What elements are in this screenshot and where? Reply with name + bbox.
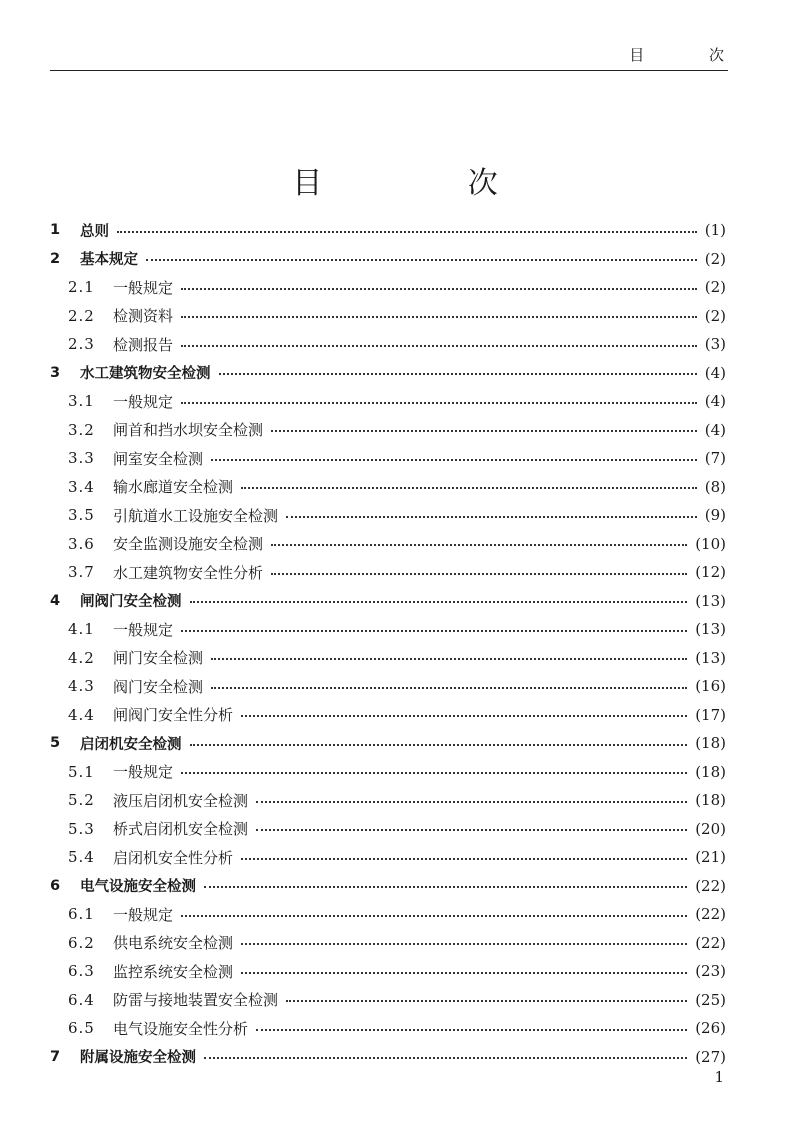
toc-entry-number: 4.4 <box>68 705 95 724</box>
dot-leader <box>241 942 687 945</box>
dot-leader <box>181 344 697 347</box>
toc-entry-number: 3.2 <box>68 420 95 439</box>
toc-entry-title: 供电系统安全检测 <box>113 934 234 953</box>
toc-section-entry[interactable] <box>50 1014 726 1043</box>
toc-entry-number: 5.3 <box>68 819 95 838</box>
toc-entry-title: 检测报告 <box>113 335 174 354</box>
toc-chapter-entry[interactable] <box>50 1043 726 1072</box>
toc-entry-title: 水工建筑物安全性分析 <box>113 563 264 582</box>
toc-entry-page: (2) <box>704 306 726 325</box>
toc-entry-page: (27) <box>695 1047 726 1066</box>
toc-entry-title: 一般规定 <box>113 278 174 297</box>
toc-entry-number: 7 <box>50 1048 61 1065</box>
toc-section-entry[interactable] <box>50 273 726 302</box>
toc-chapter-entry[interactable] <box>50 872 726 901</box>
toc-entry-title: 引航道水工设施安全检测 <box>113 506 279 525</box>
dot-leader <box>181 315 697 318</box>
toc-entry-number: 5.1 <box>68 762 95 781</box>
toc-entry-page: (13) <box>695 620 726 639</box>
toc-entry-page: (16) <box>695 677 726 696</box>
toc-entry-page: (2) <box>704 278 726 297</box>
toc-entry-number: 6.5 <box>68 1019 95 1038</box>
toc-entry-number: 2.3 <box>68 335 95 354</box>
toc-entry-number: 6 <box>50 877 61 894</box>
toc-entry-number: 3.5 <box>68 506 95 525</box>
toc-entry-page: (26) <box>695 1019 726 1038</box>
toc-entry-number: 6.3 <box>68 962 95 981</box>
toc-entry-number: 1 <box>50 222 61 239</box>
dot-leader <box>181 401 697 404</box>
toc-chapter-entry[interactable] <box>50 216 726 245</box>
toc-entry-number: 6.2 <box>68 933 95 952</box>
toc-entry-title: 附属设施安全检测 <box>80 1050 196 1067</box>
toc-entry-number: 6.1 <box>68 905 95 924</box>
dot-leader <box>256 1028 687 1031</box>
dot-leader <box>190 743 688 746</box>
toc-entry-number: 5.2 <box>68 791 95 810</box>
toc-section-entry[interactable] <box>50 558 726 587</box>
dot-leader <box>286 515 697 518</box>
toc-section-entry[interactable] <box>50 957 726 986</box>
running-head: 目 次 <box>629 46 754 64</box>
dot-leader <box>241 857 687 860</box>
toc-entry-number: 6.4 <box>68 990 95 1009</box>
toc-entry-title: 监控系统安全检测 <box>113 962 234 981</box>
dot-leader <box>190 600 688 603</box>
toc-section-entry[interactable] <box>50 758 726 787</box>
toc-entry-page: (7) <box>704 449 726 468</box>
toc-chapter-entry[interactable] <box>50 587 726 616</box>
toc-entry-title: 闸室安全检测 <box>113 449 204 468</box>
toc-entry-page: (4) <box>704 420 726 439</box>
toc-entry-title: 检测资料 <box>113 307 174 326</box>
dot-leader <box>204 1056 687 1059</box>
dot-leader <box>241 971 687 974</box>
toc-entry-page: (4) <box>704 392 726 411</box>
toc-section-entry[interactable] <box>50 786 726 815</box>
toc-entry-page: (2) <box>704 249 726 268</box>
toc-entry-page: (18) <box>695 762 726 781</box>
toc-entry-number: 3.4 <box>68 477 95 496</box>
table-of-contents <box>50 216 726 1071</box>
toc-section-entry[interactable] <box>50 416 726 445</box>
toc-entry-title: 一般规定 <box>113 392 174 411</box>
toc-section-entry[interactable] <box>50 644 726 673</box>
toc-entry-title: 闸门安全检测 <box>113 649 204 668</box>
toc-entry-page: (13) <box>695 591 726 610</box>
toc-entry-page: (18) <box>695 791 726 810</box>
dot-leader <box>271 543 687 546</box>
toc-section-entry[interactable] <box>50 900 726 929</box>
toc-entry-title: 启闭机安全性分析 <box>113 848 234 867</box>
dot-leader <box>271 572 687 575</box>
toc-entry-page: (9) <box>704 506 726 525</box>
toc-entry-title: 总则 <box>80 223 109 240</box>
toc-section-entry[interactable] <box>50 986 726 1015</box>
toc-section-entry[interactable] <box>50 672 726 701</box>
toc-chapter-entry[interactable] <box>50 729 726 758</box>
toc-entry-title: 桥式启闭机安全检测 <box>113 820 249 839</box>
dot-leader <box>181 287 697 290</box>
toc-section-entry[interactable] <box>50 615 726 644</box>
toc-entry-number: 4.2 <box>68 648 95 667</box>
toc-section-entry[interactable] <box>50 530 726 559</box>
toc-entry-page: (20) <box>695 819 726 838</box>
toc-section-entry[interactable] <box>50 501 726 530</box>
dot-leader <box>241 486 697 489</box>
toc-entry-title: 一般规定 <box>113 763 174 782</box>
dot-leader <box>181 914 687 917</box>
dot-leader <box>204 885 687 888</box>
toc-entry-number: 3.6 <box>68 534 95 553</box>
toc-entry-number: 4.3 <box>68 677 95 696</box>
dot-leader <box>256 828 687 831</box>
toc-entry-title: 电气设施安全检测 <box>80 879 196 896</box>
toc-entry-page: (22) <box>695 933 726 952</box>
toc-entry-page: (10) <box>695 534 726 553</box>
toc-entry-number: 3.1 <box>68 392 95 411</box>
toc-entry-title: 一般规定 <box>113 905 174 924</box>
toc-entry-page: (3) <box>704 335 726 354</box>
dot-leader <box>219 372 697 375</box>
toc-entry-page: (17) <box>695 705 726 724</box>
toc-section-entry[interactable] <box>50 843 726 872</box>
dot-leader <box>211 458 697 461</box>
dot-leader <box>181 629 687 632</box>
toc-entry-title: 防雷与接地装置安全检测 <box>113 991 279 1010</box>
toc-chapter-entry[interactable] <box>50 245 726 274</box>
toc-entry-page: (13) <box>695 648 726 667</box>
toc-section-entry[interactable] <box>50 387 726 416</box>
dot-leader <box>211 657 687 660</box>
toc-entry-title: 闸首和挡水坝安全检测 <box>113 421 264 440</box>
toc-entry-number: 4 <box>50 592 61 609</box>
toc-entry-page: (1) <box>704 221 726 240</box>
toc-entry-title: 输水廊道安全检测 <box>113 478 234 497</box>
dot-leader <box>256 800 687 803</box>
toc-entry-page: (12) <box>695 563 726 582</box>
toc-section-entry[interactable] <box>50 330 726 359</box>
toc-entry-page: (8) <box>704 477 726 496</box>
toc-entry-title: 启闭机安全检测 <box>80 736 182 753</box>
toc-section-entry[interactable] <box>50 444 726 473</box>
toc-chapter-entry[interactable] <box>50 359 726 388</box>
page-number: 1 <box>714 1068 724 1086</box>
toc-entry-number: 2 <box>50 250 61 267</box>
toc-section-entry[interactable] <box>50 929 726 958</box>
header-rule <box>50 70 728 71</box>
toc-entry-title: 闸阀门安全检测 <box>80 594 182 611</box>
dot-leader <box>117 230 697 233</box>
dot-leader <box>211 686 687 689</box>
dot-leader <box>241 714 687 717</box>
toc-section-entry[interactable] <box>50 473 726 502</box>
dot-leader <box>286 999 687 1002</box>
toc-section-entry[interactable] <box>50 701 726 730</box>
toc-entry-number: 4.1 <box>68 620 95 639</box>
toc-entry-number: 5.4 <box>68 848 95 867</box>
toc-entry-page: (25) <box>695 990 726 1009</box>
page-title: 目 次 <box>292 166 566 201</box>
toc-entry-number: 2.2 <box>68 306 95 325</box>
toc-entry-title: 安全监测设施安全检测 <box>113 535 264 554</box>
toc-entry-number: 3.3 <box>68 449 95 468</box>
toc-entry-number: 3.7 <box>68 563 95 582</box>
toc-entry-page: (22) <box>695 876 726 895</box>
toc-entry-title: 水工建筑物安全检测 <box>80 366 211 383</box>
toc-entry-title: 基本规定 <box>80 252 138 269</box>
toc-entry-title: 闸阀门安全性分析 <box>113 706 234 725</box>
toc-entry-page: (21) <box>695 848 726 867</box>
dot-leader <box>146 258 697 261</box>
toc-entry-page: (23) <box>695 962 726 981</box>
toc-section-entry[interactable] <box>50 815 726 844</box>
toc-entry-page: (22) <box>695 905 726 924</box>
toc-entry-title: 阀门安全检测 <box>113 677 204 696</box>
toc-entry-page: (4) <box>704 363 726 382</box>
dot-leader <box>271 429 697 432</box>
toc-entry-title: 液压启闭机安全检测 <box>113 791 249 810</box>
toc-section-entry[interactable] <box>50 302 726 331</box>
toc-entry-number: 5 <box>50 735 61 752</box>
toc-entry-number: 2.1 <box>68 278 95 297</box>
toc-entry-page: (18) <box>695 734 726 753</box>
toc-entry-title: 一般规定 <box>113 620 174 639</box>
dot-leader <box>181 771 687 774</box>
toc-entry-number: 3 <box>50 364 61 381</box>
toc-entry-title: 电气设施安全性分析 <box>113 1019 249 1038</box>
